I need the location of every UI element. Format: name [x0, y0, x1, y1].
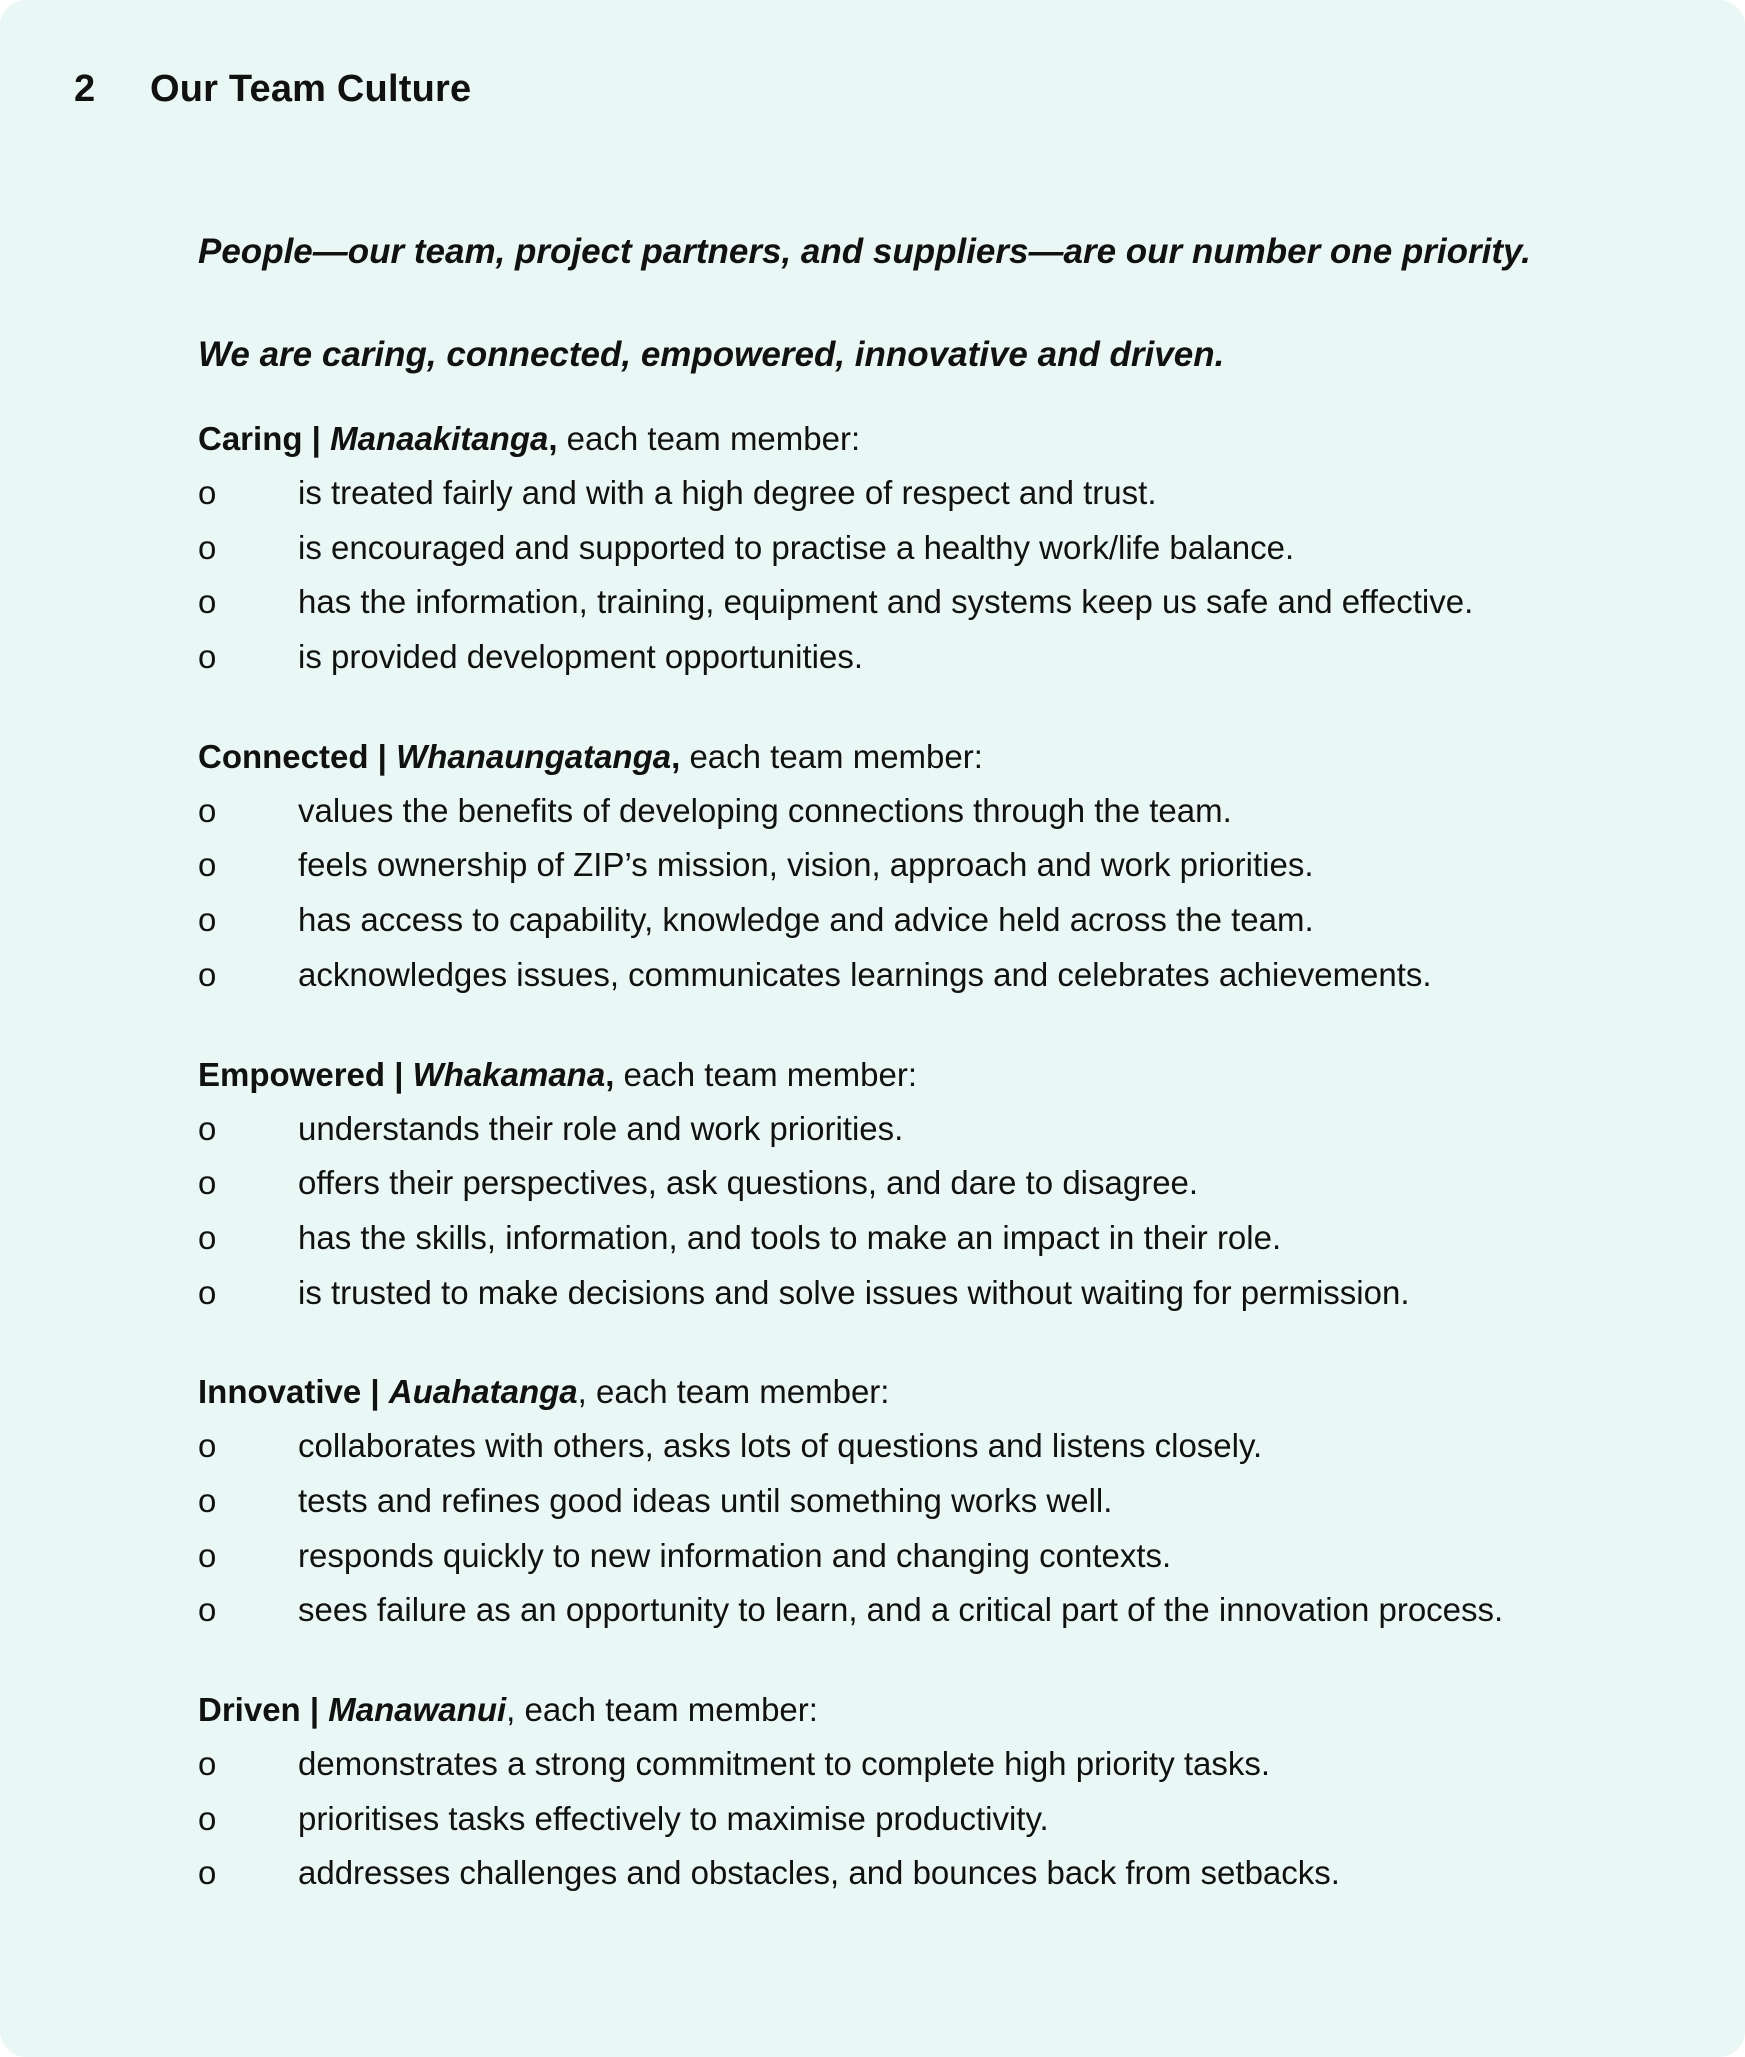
value-group-caring — [198, 412, 1698, 685]
value-heading-suffix: , each team member: — [506, 1691, 818, 1728]
attribute-list — [198, 1419, 1698, 1638]
hollow-bullet-icon: o — [198, 955, 217, 993]
list-item — [198, 784, 1698, 839]
hollow-bullet-icon: o — [198, 1273, 217, 1311]
value-group-empowered — [198, 1048, 1698, 1321]
hollow-bullet-icon: o — [198, 846, 217, 884]
priority-statement: People—our team, project partners, and suppliers—are our number one priority. — [198, 232, 1531, 271]
list-item — [198, 1102, 1698, 1157]
list-item-text: collaborates with others, asks lots of questions and listens closely. — [298, 1427, 1263, 1465]
list-item-text: demonstrates a strong commitment to complete high priority tasks. — [298, 1745, 1271, 1782]
list-item-text: is provided development opportunities. — [298, 638, 864, 676]
list-item-text: addresses challenges and obstacles, and bounces back from setbacks. — [298, 1854, 1340, 1892]
list-item-text: has the information, training, equipment and systems keep us safe and effective. — [298, 583, 1474, 621]
hollow-bullet-icon: o — [198, 638, 217, 676]
value-maori-name: Manawanui — [328, 1691, 507, 1728]
hollow-bullet-icon: o — [198, 1799, 217, 1837]
list-item — [198, 1846, 1698, 1901]
hollow-bullet-icon: o — [198, 1481, 217, 1519]
value-group-driven — [198, 1683, 1698, 1901]
list-item — [198, 1529, 1698, 1584]
value-heading — [198, 730, 1698, 784]
value-heading-suffix: , each team member: — [577, 1373, 890, 1411]
list-item — [198, 1737, 1698, 1792]
hollow-bullet-icon: o — [198, 1745, 217, 1782]
list-item-text: offers their perspectives, ask questions, and dare to disagree. — [298, 1164, 1199, 1202]
list-item-text: is encouraged and supported to practise a healthy work/life balance. — [298, 528, 1295, 566]
value-heading-suffix: , each team member: — [605, 1055, 917, 1093]
section-number: 2 — [74, 68, 96, 110]
hollow-bullet-icon: o — [198, 1536, 217, 1574]
hollow-bullet-icon: o — [198, 791, 217, 829]
list-item-text: values the benefits of developing connections through the team. — [298, 791, 1232, 829]
value-heading-suffix: , each team member: — [548, 420, 861, 457]
list-item-text: understands their role and work priorities. — [298, 1109, 904, 1147]
list-item — [198, 1583, 1698, 1638]
value-name: Connected | — [198, 737, 397, 775]
section-heading — [74, 68, 471, 111]
value-group-innovative — [198, 1365, 1698, 1638]
list-item — [198, 1156, 1698, 1211]
list-item — [198, 1211, 1698, 1266]
value-heading — [198, 1048, 1698, 1102]
list-item — [198, 838, 1698, 893]
hollow-bullet-icon: o — [198, 474, 217, 511]
hollow-bullet-icon: o — [198, 1109, 217, 1147]
culture-content — [198, 224, 1698, 1901]
value-heading — [198, 412, 1698, 466]
value-name: Driven | — [198, 1691, 329, 1728]
attribute-list — [198, 1102, 1698, 1321]
list-item-text: sees failure as an opportunity to learn, and a critical part of the innovation process. — [298, 1591, 1504, 1629]
hollow-bullet-icon: o — [198, 583, 217, 621]
attribute-list — [198, 784, 1698, 1003]
value-name: Innovative | — [198, 1373, 389, 1411]
list-item-text: responds quickly to new information and changing contexts. — [298, 1536, 1172, 1574]
value-group-connected — [198, 730, 1698, 1003]
value-maori-name: Auahatanga — [388, 1373, 578, 1411]
hollow-bullet-icon: o — [198, 1591, 217, 1629]
value-heading-suffix: , each team member: — [671, 737, 983, 775]
section-title: Our Team Culture — [150, 68, 472, 110]
hollow-bullet-icon: o — [198, 1427, 217, 1465]
list-item — [198, 1474, 1698, 1529]
hollow-bullet-icon: o — [198, 1164, 217, 1202]
list-item — [198, 630, 1698, 685]
list-item — [198, 948, 1698, 1003]
value-name: Caring | — [198, 420, 331, 457]
list-item — [198, 1419, 1698, 1474]
attribute-list — [198, 1737, 1698, 1901]
value-heading — [198, 1683, 1698, 1737]
list-item-text: is trusted to make decisions and solve issues without waiting for permission. — [298, 1273, 1410, 1311]
hollow-bullet-icon: o — [198, 528, 217, 566]
list-item-text: has access to capability, knowledge and advice held across the team. — [298, 901, 1314, 939]
list-item-text: tests and refines good ideas until something works well. — [298, 1481, 1113, 1519]
value-maori-name: Whakamana — [412, 1055, 606, 1093]
values-summary-statement: We are caring, connected, empowered, innovative and driven. — [198, 335, 1225, 374]
list-item-text: prioritises tasks effectively to maximise productivity. — [298, 1799, 1049, 1837]
list-item-text: is treated fairly and with a high degree of respect and trust. — [298, 474, 1157, 511]
list-item — [198, 893, 1698, 948]
list-item-text: has the skills, information, and tools to make an impact in their role. — [298, 1218, 1282, 1256]
list-item — [198, 575, 1698, 630]
hollow-bullet-icon: o — [198, 1854, 217, 1892]
list-item-text: acknowledges issues, communicates learnings and celebrates achievements. — [298, 955, 1432, 993]
attribute-list — [198, 466, 1698, 685]
hollow-bullet-icon: o — [198, 901, 217, 939]
list-item — [198, 521, 1698, 576]
value-maori-name: Manaakitanga — [330, 420, 549, 457]
value-heading — [198, 1365, 1698, 1419]
list-item — [198, 466, 1698, 521]
list-item — [198, 1792, 1698, 1847]
hollow-bullet-icon: o — [198, 1218, 217, 1256]
value-maori-name: Whanaungatanga — [396, 737, 672, 775]
value-name: Empowered | — [198, 1055, 413, 1093]
list-item-text: feels ownership of ZIP’s mission, vision, approach and work priorities. — [298, 846, 1314, 884]
list-item — [198, 1266, 1698, 1321]
